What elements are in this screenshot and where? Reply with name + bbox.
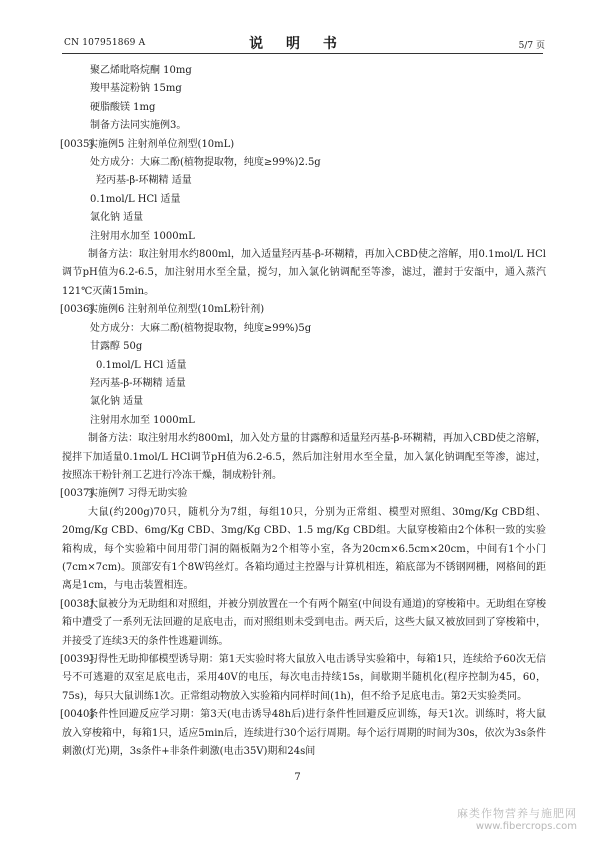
text-line: 0.1mol/L HCl 适量 <box>90 193 181 205</box>
text-line: 聚乙烯吡咯烷酮 10mg <box>90 65 192 76</box>
watermark-url: www.fibercrops.com <box>475 821 577 832</box>
document-title: 说 明 书 <box>249 36 346 52</box>
paragraph-tag: [0036] <box>60 304 94 316</box>
section-heading: 实施例7 习得无助实验 <box>88 488 188 500</box>
paragraph-0040 <box>62 706 546 761</box>
text-line: 硬脂酸镁 1mg <box>90 101 156 113</box>
text-line: 处方成分：大麻二酚(植物提取物，纯度≥99%)2.5g <box>90 157 321 169</box>
paragraph-tag: [0038] <box>60 598 94 610</box>
paragraph-tag: [0040] <box>60 709 94 721</box>
text-line: 羟丙基-β-环糊精 适量 <box>90 377 186 389</box>
page-number: 7 <box>294 772 301 783</box>
section-heading: 实施例6 注射剂单位剂型(10mL粉针剂) <box>88 304 265 316</box>
paragraph-0035 <box>62 136 546 154</box>
paragraph-tag: [0039] <box>60 654 94 665</box>
paragraph-text: 条件性回避反应学习期：第3天(电击诱导48h后)进行条件性回避反应训练，每天1次。训练时，将大鼠放入穿梭箱中，每箱1只，适应5min后，连续进行30个运行周期。每个运行周期的时间为30s，依次为3s条件刺激(灯光)期，3s条件+非条件刺激(电击35V)期和24s间 <box>62 709 546 758</box>
paragraph-0037 <box>62 485 546 503</box>
page-reference: 5/7 页 <box>518 41 545 51</box>
page-header <box>0 0 595 56</box>
header-rule <box>62 53 543 54</box>
paragraph-tag: [0035] <box>60 138 94 150</box>
text-line: 注射用水加至 1000mL <box>90 414 195 426</box>
text-line: 氯化钠 适量 <box>90 396 144 408</box>
section-heading: 实施例5 注射剂单位剂型(10mL) <box>88 138 235 150</box>
paragraph-0039 <box>62 651 546 706</box>
paragraph-text: 习得性无助抑郁模型诱导期：第1天实验时将大鼠放入电击诱导实验箱中，每箱1只，连续给予60次无信号不可逃避的双室足底电击，采用40V的电压，每次电击持续15s，间歇期半随机化(程序控制为45，60，75s)，每只大鼠训练1次。正常组动物放入实验箱内同样时间(1h)，但不给予足底电击。第2天实验类同。 <box>62 654 546 702</box>
text-paragraph: 制备方法：取注射用水约800ml，加入适量羟丙基-β-环糊精，再加入CBD使之溶解，用0.1mol/L HCl调节pH值为6.2-6.5，加注射用水至全量，搅匀，加入氯化钠调配至等渗，滤过，灌封于安瓿中，通入蒸汽121℃灭菌15min。 <box>62 249 546 297</box>
paragraph-0036 <box>62 301 546 319</box>
text-paragraph: 大鼠(约200g)70只，随机分为7组，每组10只，分别为正常组、模型对照组、30mg/Kg CBD组、20mg/Kg CBD、6mg/Kg CBD、3mg/Kg CBD、1.5 mg/Kg CBD组。大鼠穿梭箱由2个体积一致的实验箱构成，每个实验箱中间用带门洞的隔板隔为2个相等小室，各为20cm×6.5cm×20cm，中间有1个小门(7cm×7cm)。顶部安有1个8W钨丝灯。各箱均通过主控器与计算机相连，箱底部为不锈钢网栅，网格间的距离是1cm，与电击装置相连。 <box>62 506 546 592</box>
patent-number: CN 107951869 A <box>64 38 146 48</box>
paragraph-text: 大鼠被分为无助组和对照组，并被分别放置在一个有两个隔室(中间设有通道)的穿梭箱中。无助组在穿梭箱中遭受了一系列无法回避的足底电击，而对照组则未受到电击。两天后，这些大鼠又被放回到了穿梭箱中，并接受了连续3天的条件性逃避训练。 <box>62 598 546 647</box>
paragraph-0038 <box>62 596 546 651</box>
text-line: 处方成分：大麻二酚(植物提取物，纯度≥99%)5g <box>90 322 312 334</box>
text-line: 注射用水加至 1000mL <box>90 230 195 242</box>
watermark-title: 麻类作物营养与施肥网 <box>457 807 577 820</box>
paragraph-tag: [0037] <box>60 488 94 500</box>
text-line: 羧甲基淀粉钠 15mg <box>90 83 182 95</box>
text-line: 0.1mol/L HCl 适量 <box>96 359 187 371</box>
text-line: 甘露醇 50g <box>90 341 143 353</box>
text-paragraph: 制备方法：取注射用水约800ml，加入处方量的甘露醇和适量羟丙基-β-环糊精，再加入CBD使之溶解，搅拌下加适量0.1mol/L HCl调节pH值为6.2-6.5，然后加注射用水至全量，加入氯化钠调配至等渗，滤过，按照冻干粉针剂工艺进行冷冻干燥，制成粉针剂。 <box>62 433 546 481</box>
text-line: 制备方法同实施例3。 <box>90 120 187 132</box>
text-line: 羟丙基-β-环糊精 适量 <box>96 175 192 187</box>
document-body <box>62 62 546 761</box>
text-line: 氯化钠 适量 <box>90 212 144 224</box>
watermark <box>457 805 577 832</box>
